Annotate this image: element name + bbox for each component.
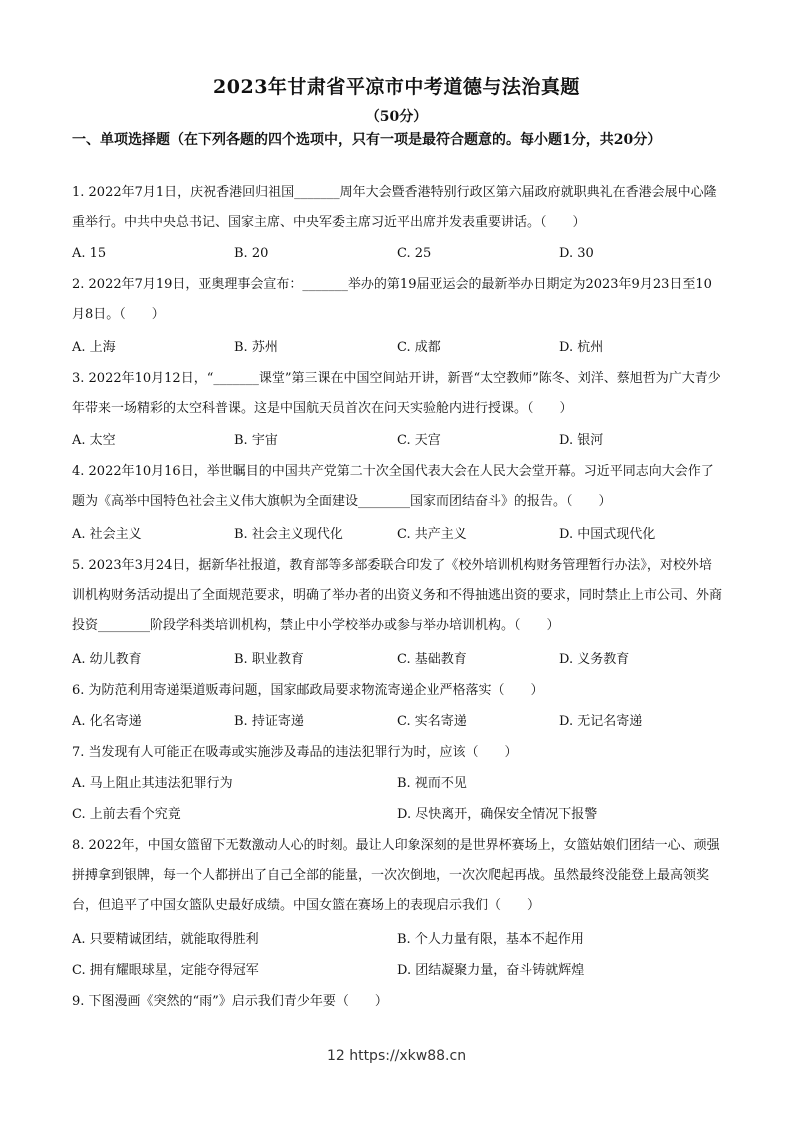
option-c: C. 成都 [397,340,441,355]
option-b: B. 宇宙 [234,433,278,448]
option-b: B. 苏州 [234,340,278,355]
options-7-row2 [72,800,722,830]
question-6: 6. 为防范利用寄递渠道贩毒问题，国家邮政局要求物流寄递企业严格落实（ ） [72,683,544,698]
options-3 [72,426,722,456]
options-8-row1 [72,925,722,955]
option-b: B. 20 [234,246,269,261]
question-2: 2. 2022年7月19日，亚奥理事会宣布：_______举办的第19届亚运会的最新举办日期定为2023年9月23日至10月8日。（ ） [72,277,712,322]
question-7: 7. 当发现有人可能正在吸毒或实施涉及毒品的违法犯罪行为时，应该（ ） [72,745,518,760]
question-3: 3. 2022年10月12日，“_______课堂”第三课在中国空间站开讲，新晋“太空教师”陈冬、刘洋、蔡旭哲为广大青少年带来一场精彩的太空科普课。这是中国航天员首次在问天实验舱内进行授课。（ ） [72,371,721,416]
option-d: D. 尽快离开，确保安全情况下报警 [397,807,598,822]
options-6 [72,707,722,737]
option-a: A. 幼儿教育 [72,652,142,667]
option-a: A. 太空 [72,433,116,448]
option-d: D. 中国式现代化 [559,527,656,542]
options-4 [72,520,722,550]
score-subtitle: （50分） [365,109,428,125]
option-b: B. 持证寄递 [234,714,304,729]
options-5 [72,645,722,675]
option-c: C. 共产主义 [397,527,467,542]
question-8: 8. 2022年，中国女篮留下无数激动人心的时刻。最让人印象深刻的是世界杯赛场上，女篮姑娘们团结一心、顽强拼搏拿到银牌，每一个人都拼出了自己全部的能量，一次次倒地，一次次爬起再战。虽然最终没能登上最高领奖台，但追平了中国女篮队史最好成绩。中国女篮在赛场上的表现启示我们（ ） [72,838,720,913]
options-7-row1 [72,769,722,799]
option-d: D. 义务教育 [559,652,630,667]
question-1: 1. 2022年7月1日，庆祝香港回归祖国_______周年大会暨香港特别行政区第六届政府就职典礼在香港会展中心隆重举行。中共中央总书记、国家主席、中央军委主席习近平出席并发表重要讲话。（ ） [72,185,717,230]
option-c: C. 上前去看个究竟 [72,807,181,822]
option-d: D. 银河 [559,433,604,448]
options-2 [72,333,722,363]
option-a: A. 15 [72,246,107,261]
option-c: C. 基础教育 [397,652,467,667]
option-c: C. 实名寄递 [397,714,467,729]
option-d: D. 30 [559,246,594,261]
option-a: A. 社会主义 [72,527,142,542]
option-a: A. 马上阻止其违法犯罪行为 [72,776,233,791]
page-title: 2023年甘肃省平凉市中考道德与法治真题 [213,76,580,98]
question-4: 4. 2022年10月16日，举世瞩目的中国共产党第二十次全国代表大会在人民大会堂开幕。习近平同志向大会作了题为《高举中国特色社会主义伟大旗帜为全面建设________国家而团结奋斗》的报告。（ ） [72,464,714,509]
page-footer: 12 https://xkw88.cn [326,1048,467,1064]
option-d: D. 无记名寄递 [559,714,643,729]
options-8-row2 [72,956,722,986]
option-c: C. 25 [397,246,432,261]
option-a: A. 上海 [72,340,116,355]
section-heading: 一、单项选择题（在下列各题的四个选项中，只有一项是最符合题意的。每小题1分，共20分） [72,132,662,148]
question-9: 9. 下图漫画《突然的“雨”》启示我们青少年要（ ） [72,994,388,1009]
option-b: B. 个人力量有限，基本不起作用 [397,932,584,947]
option-a: A. 只要精诚团结，就能取得胜利 [72,932,259,947]
question-5: 5. 2023年3月24日，据新华社报道，教育部等多部委联合印发了《校外培训机构财务管理暂行办法》，对校外培训机构财务活动提出了全面规范要求，明确了举办者的出资义务和不得抽逃出资的要求，同时禁止上市公司、外商投资________阶段学科类培训机构，禁止中小学校举办或参与举办培训机构。（ ） [72,558,723,633]
option-c: C. 天宫 [397,433,441,448]
option-b: B. 职业教育 [234,652,304,667]
option-b: B. 社会主义现代化 [234,527,343,542]
options-1 [72,239,722,269]
option-d: D. 团结凝聚力量，奋斗铸就辉煌 [397,963,585,978]
option-b: B. 视而不见 [397,776,467,791]
option-d: D. 杭州 [559,340,604,355]
option-c: C. 拥有耀眼球星，定能夺得冠军 [72,963,259,978]
option-a: A. 化名寄递 [72,714,142,729]
